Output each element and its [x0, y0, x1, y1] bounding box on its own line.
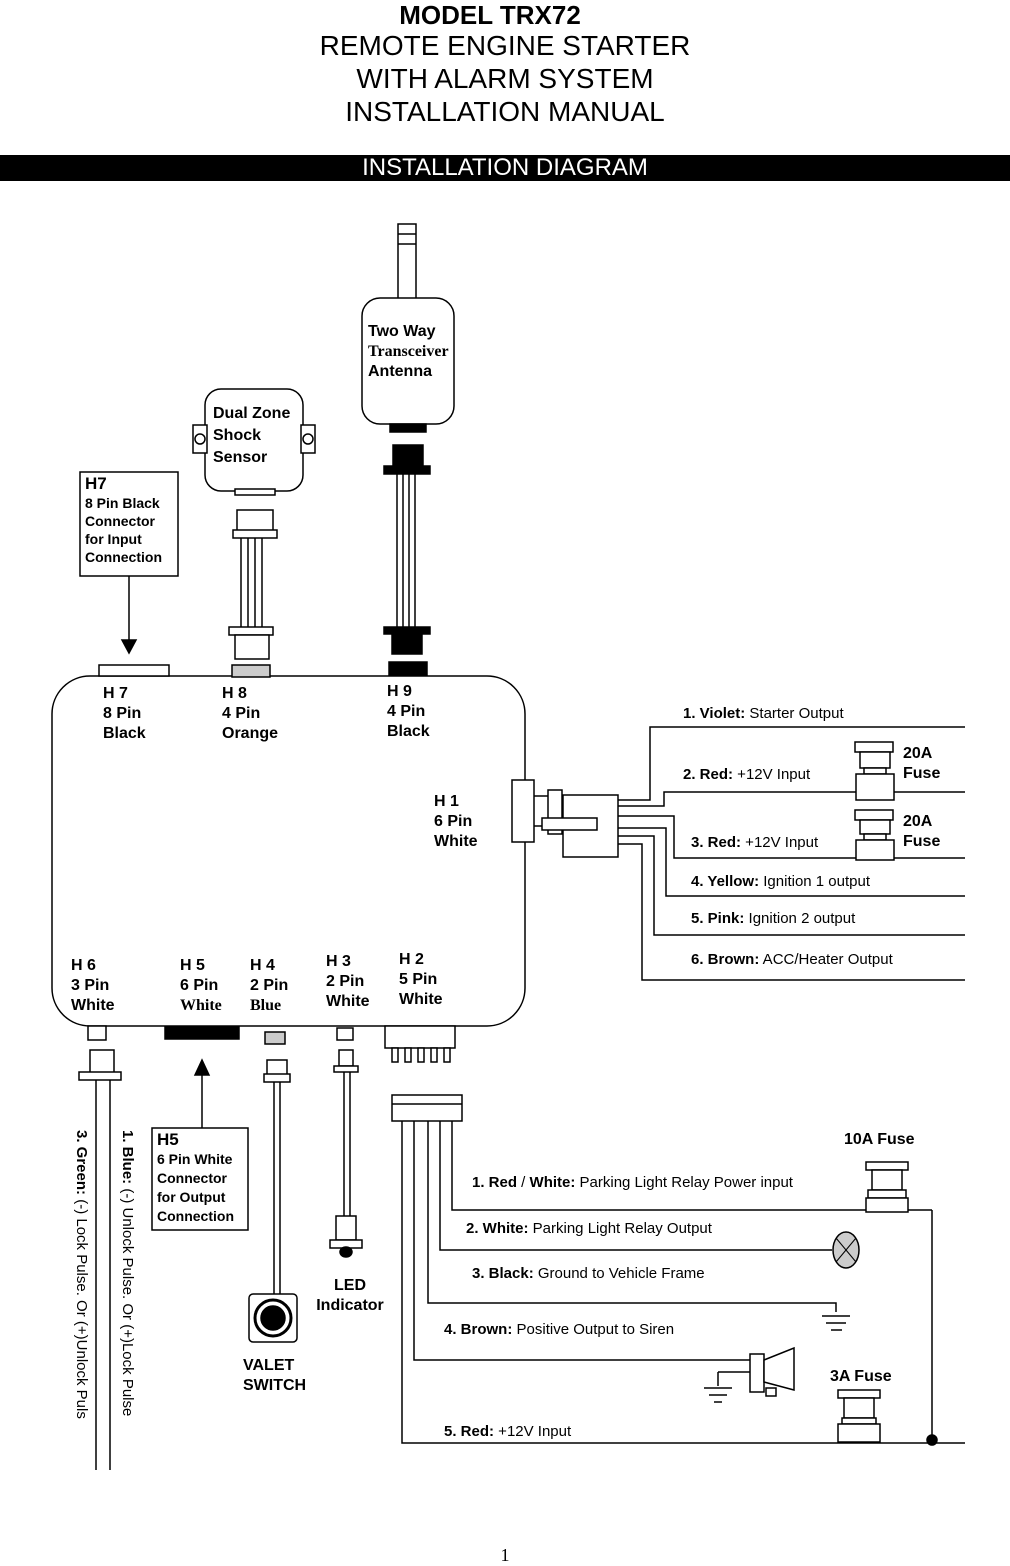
h2-wire-5-desc: +12V Input: [494, 1423, 572, 1440]
h5-callout-l1: 6 Pin White: [157, 1151, 233, 1167]
antenna-label-2: Transceiver: [368, 343, 449, 360]
h5-color: White: [180, 997, 222, 1014]
green-wire-label: 3. Green:: [73, 1130, 90, 1196]
title-line-2: WITH ALARM SYSTEM: [356, 63, 654, 94]
h6-green-wire-label: [73, 1130, 90, 1419]
h1-wire-2-desc: +12V Input: [733, 766, 811, 783]
h9-name: H 9: [387, 683, 412, 700]
h1-wire-2: [683, 766, 810, 783]
h7-callout-l3: for Input: [85, 531, 142, 547]
h1-wire-4-label: 4. Yellow:: [691, 873, 760, 890]
led-label-2: Indicator: [316, 1297, 384, 1314]
h9-color: Black: [387, 723, 430, 740]
h1-wire-4: [691, 873, 870, 890]
h6-name: H 6: [71, 957, 96, 974]
h1-pins: 6 Pin: [434, 813, 473, 830]
valet-switch-label: [243, 1356, 306, 1396]
valet-label-1: VALET: [243, 1357, 295, 1374]
fuse-10a-label: 10A Fuse: [844, 1131, 915, 1148]
h8-pins: 4 Pin: [222, 705, 261, 722]
h5-callout-l2: Connector: [157, 1170, 227, 1186]
h6-blue-wire-label: [119, 1130, 136, 1416]
h1-name: H 1: [434, 793, 459, 810]
h1-wire-3-label: 3. Red:: [691, 834, 742, 851]
h2-wire-1-sep: /: [517, 1174, 530, 1191]
h7-callout-title: H7: [85, 474, 107, 493]
h2-wire-1: [472, 1174, 793, 1191]
harness-h7: [103, 684, 146, 744]
title-line-3: INSTALLATION MANUAL: [345, 96, 665, 127]
shock-sensor-label: [213, 403, 290, 469]
h7-callout-l1: 8 Pin Black: [85, 495, 160, 511]
shock-label-3: Sensor: [213, 449, 268, 466]
fuse-20a-2-label: [903, 812, 940, 852]
h1-wire-2-label: 2. Red:: [683, 766, 734, 783]
blue-wire-desc: (-) Unlock Pulse. Or (+)Lock Pulse: [119, 1184, 136, 1417]
h7-color: Black: [103, 725, 146, 742]
h4-name: H 4: [250, 957, 275, 974]
fuse-20a-1-label: [903, 744, 940, 784]
antenna-label-3: Antenna: [368, 363, 432, 380]
green-wire-desc: (-) Lock Pulse. Or (+)Unlock Puls: [73, 1195, 90, 1419]
h6-pins: 3 Pin: [71, 977, 110, 994]
h3-color: White: [326, 993, 370, 1010]
fuse-20a-1-l2: Fuse: [903, 765, 941, 782]
valet-label-2: SWITCH: [243, 1377, 307, 1394]
h2-wire-1-desc: Parking Light Relay Power input: [575, 1174, 793, 1191]
h1-wire-3-desc: +12V Input: [741, 834, 819, 851]
h3-name: H 3: [326, 953, 351, 970]
h2-wire-4: [444, 1321, 674, 1338]
h5-name: H 5: [180, 957, 205, 974]
h1-wire-5: [691, 910, 855, 927]
h2-name: H 2: [399, 951, 424, 968]
section-banner: INSTALLATION DIAGRAM: [0, 155, 1010, 181]
h1-color: White: [434, 833, 478, 850]
h4-pins: 2 Pin: [250, 977, 289, 994]
h7-callout-l4: Connection: [85, 549, 162, 565]
led-label-1: LED: [334, 1277, 366, 1294]
h5-callout-l4: Connection: [157, 1208, 234, 1224]
h2-wire-4-label: 4. Brown:: [444, 1321, 513, 1338]
siren: [750, 1354, 764, 1392]
antenna-label: [368, 322, 449, 382]
led-indicator-label: [314, 1276, 386, 1316]
fuse-20a-2-l1: 20A: [903, 813, 933, 830]
h7-pins: 8 Pin: [103, 705, 142, 722]
h2-wire-3-desc: Ground to Vehicle Frame: [533, 1265, 705, 1282]
h2-pins: 5 Pin: [399, 971, 438, 988]
h2-wire-3-label: 3. Black:: [472, 1265, 534, 1282]
harness-h4: [250, 956, 288, 1016]
harness-h3: [326, 952, 370, 1012]
shock-label-2: Shock: [213, 427, 262, 444]
h2-wire-1-label2: White:: [529, 1174, 576, 1191]
h5-callout: [157, 1130, 234, 1226]
h2-wire-3: [472, 1265, 705, 1282]
antenna-whip: [398, 224, 416, 302]
h1-wire-4-desc: Ignition 1 output: [759, 873, 871, 890]
h1-wire-5-label: 5. Pink:: [691, 910, 745, 927]
h7-name: H 7: [103, 685, 128, 702]
h1-wire-5-desc: Ignition 2 output: [744, 910, 856, 927]
h2-wire-2: [466, 1220, 712, 1237]
h1-wire-6-label: 6. Brown:: [691, 951, 760, 968]
shock-label-1: Dual Zone: [213, 405, 291, 422]
h5-pins: 6 Pin: [180, 977, 219, 994]
fuse-20a-1-l1: 20A: [903, 745, 933, 762]
h2-wire-5: [444, 1423, 571, 1440]
harness-h1: [434, 792, 478, 852]
h6-color: White: [71, 997, 115, 1014]
antenna-label-1: Two Way: [368, 323, 436, 340]
h1-wire-3: [691, 834, 818, 851]
h3-pins: 2 Pin: [326, 973, 365, 990]
h1-wire-1: [683, 705, 844, 722]
harness-h8: [222, 684, 278, 744]
h7-callout: [85, 474, 162, 566]
harness-h6: [71, 956, 115, 1016]
fuse-20a-2-l2: Fuse: [903, 833, 941, 850]
h2-color: White: [399, 991, 443, 1008]
h8-name: H 8: [222, 685, 247, 702]
h7-callout-l2: Connector: [85, 513, 155, 529]
h9-pins: 4 Pin: [387, 703, 426, 720]
h1-wire-6-desc: ACC/Heater Output: [759, 951, 893, 968]
h8-color: Orange: [222, 725, 279, 742]
fuse-3a-label: 3A Fuse: [830, 1368, 892, 1385]
h1-wire-1-desc: Starter Output: [745, 705, 844, 722]
h2-wire-1-label: 1. Red: [472, 1174, 518, 1191]
h2-wire-2-label: 2. White:: [466, 1220, 529, 1237]
h1-wire-1-label: 1. Violet:: [683, 705, 746, 722]
model-title: MODEL TRX72: [399, 0, 581, 30]
h2-wire-5-label: 5. Red:: [444, 1423, 495, 1440]
harness-h9: [387, 682, 430, 742]
h5-callout-title: H5: [157, 1130, 179, 1149]
h2-wire-2-desc: Parking Light Relay Output: [528, 1220, 712, 1237]
harness-h2: [399, 950, 443, 1010]
h1-wire-6: [691, 951, 893, 968]
blue-wire-label: 1. Blue:: [119, 1130, 136, 1185]
harness-h5: [180, 956, 222, 1016]
title-line-1: REMOTE ENGINE STARTER: [319, 30, 691, 61]
h2-wire-4-desc: Positive Output to Siren: [512, 1321, 675, 1338]
page-number: 1: [500, 1545, 510, 1565]
h4-color: Blue: [250, 997, 282, 1014]
h5-callout-l3: for Output: [157, 1189, 226, 1205]
